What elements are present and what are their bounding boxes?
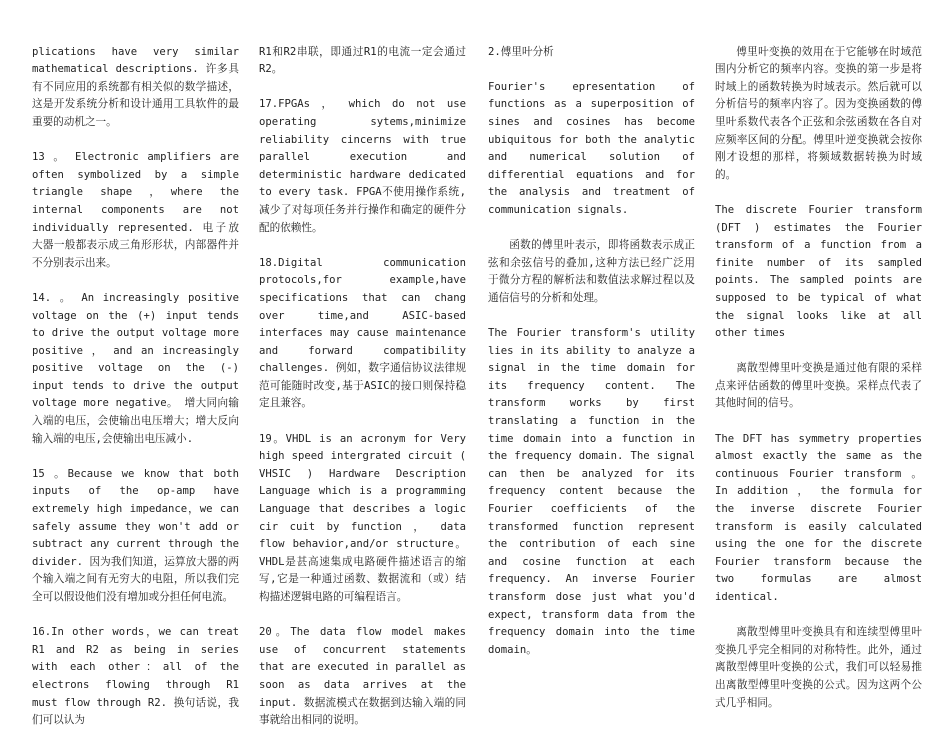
paragraph: 13 。 Electronic amplifiers are often symbolized by a simple triangle shape ，where the internal components are not individually represented. 电子放大器一般都表示成三角形形状，内部器件并不分别表示出来。	[32, 151, 239, 269]
paragraph: 离散型傅里叶变换具有和连续型傅里叶变换几乎完全相同的对称特性。此外，通过离散型傅里叶变换的公式，我们可以轻易推出离散型傅里叶变换的公式。因为这两个公式几乎相同。	[715, 626, 922, 709]
paragraph: The discrete Fourier transform (DFT ) estimates the Fourier transform of a function from a finite number of its sampled points. The sampled points are supposed to be typical of what the signal looks like at all other times	[715, 203, 922, 340]
section-heading: 2.傅里叶分析	[488, 45, 554, 58]
text-column-3	[488, 26, 695, 677]
paragraph: The DFT has symmetry properties almost exactly the same as the continuous Fourier transform 。 In addition ， the formula for the inverse discrete Fourier transform is easily calculated using the one for the discrete Fourier transform because the two formulas are almost identical.	[715, 432, 922, 603]
paragraph: Fourier's epresentation of functions as a superposition of sines and cosines has become ubiquitous for both the analytic and numerical solution of differential equations and for the analysis and treatment of communication signals.	[488, 80, 695, 216]
paragraph: 傅里叶变换的效用在于它能够在时域范围内分析它的频率内容。变换的第一步是将时域上的函数转换为时域表示。然后就可以分析信号的频率内容了。因为变换函数的傅里叶系数代表各个正弦和余弦函数在各自对应频率区间的分配。傅里叶逆变换就会按你刚才设想的那样，将频域数据转换为时域的。	[715, 45, 922, 181]
paragraph: 19。VHDL is an acronym for Very high speed intergrated circuit ( VHSIC ) Hardware Description Language which is a programming Language that describes a logic cir cuit by function ， data flow behavior,and/or structure。 VHDL是甚高速集成电路硬件描述语言的缩写,它是一种通过函数、数据流和（或）结构描述逻辑电路的可编程语言。	[259, 432, 466, 603]
paragraph: 14. 。 An increasingly positive voltage on the (+) input tends to drive the output voltage more positive ， and an increasingly positive voltage on the (-) input tends to drive the output voltage more negative。 增大同向输入端的电压，会使输出电压增大；增大反向输入端的电压,会使输出电压减小.	[32, 291, 239, 445]
text-column-2	[259, 26, 466, 747]
paragraph: 17.FPGAs ， which do not use operating sytems,minimize reliability cincerns with true parallel execution and deterministic hardware dedicated to every task. FPGA不使用操作系统,减少了对每项任务并行操作和确定的硬件分配的依赖性。	[259, 98, 466, 234]
paragraph: 16.In other words，we can treat R1 and R2 as being in series with each other：all of the electrons flowing through R1 must flow through R2. 换句话说，我们可以认为	[32, 626, 239, 727]
paragraph: plications have very similar mathematical descriptions. 许多具有不同应用的系统都有相关似的数学描述，这是开发系统分析和设计通用工具软件的最重要的动机之一。	[32, 45, 239, 128]
paragraph: 20。The data flow model makes use of concurrent statements that are executed in parallel as soon as data arrives at the input. 数据流模式在数据到达输入端的同事就给出相同的说明。	[259, 626, 466, 727]
text-column-4	[715, 26, 922, 730]
paragraph: 离散型傅里叶变换是通过他有限的采样点来评估函数的傅里叶变换。采样点代表了其他时间的信号。	[715, 362, 922, 410]
paragraph: 15 。Because we know that both inputs of the op-amp have extremely high impedance，we can safely assume they won't add or subtract any current through the divider. 因为我们知道，运算放大器的两个输入端之间有无穷大的电阻，所以我们完全可以假设他们没有增加或分担任何电流。	[32, 467, 239, 603]
paragraph: R1和R2串联，即通过R1的电流一定会通过R2。	[259, 45, 466, 76]
paragraph: 18.Digital communication protocols,for example,have specifications that can chang over time,and ASIC-based interfaces may cause maintenance and forward compatibility challenges. 例如，数字通信协议法律规范可能随时改变,基于ASIC的接口则保持稳定且兼容。	[259, 256, 466, 410]
paragraph: The Fourier transform's utility lies in its ability to analyze a signal in the time domain for its frequency content. The transform works by first translating a function in the time domain into a function in the frequency domain. The signal can then be analyzed for its frequency content because the Fourier coefficients of the transformed function represent the contribution of each sine and cosine function at each frequency. An inverse Fourier transform dose just what you'd expect, transform data from the frequency domain into the time domain。	[488, 327, 695, 656]
text-column-1	[32, 26, 239, 747]
paragraph: 函数的傅里叶表示，即将函数表示成正弦和余弦信号的叠加,这种方法已经广泛用于微分方程的解析法和数值法求解过程以及通信信号的分析和处理。	[488, 239, 695, 304]
